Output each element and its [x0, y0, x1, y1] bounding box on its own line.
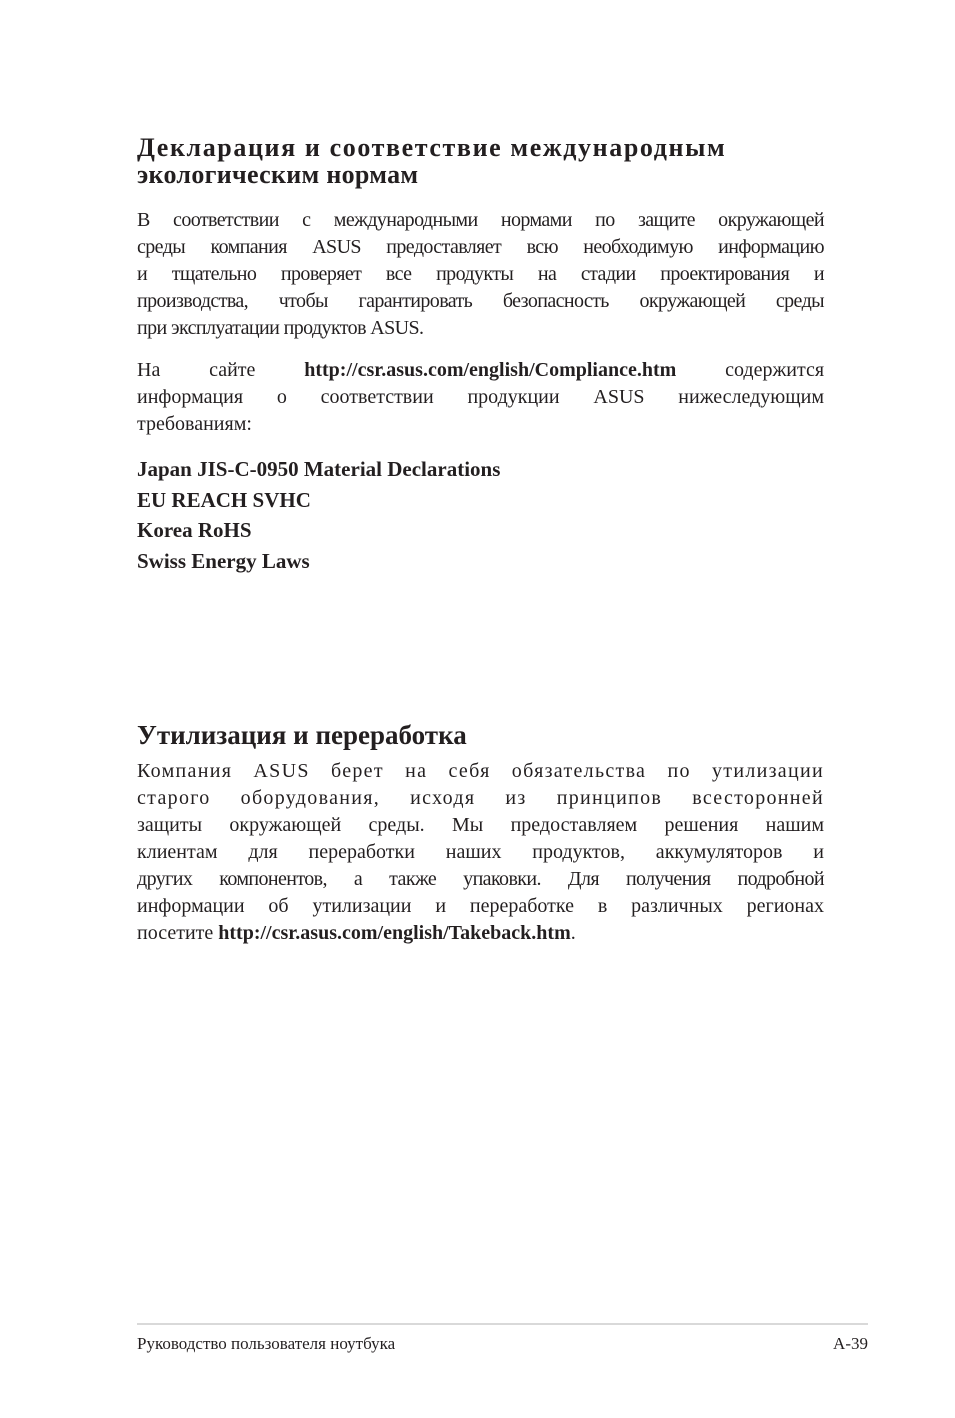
- text-line: [137, 920, 824, 947]
- text-line: В соответствии с международными нормами по защите окружающей: [137, 209, 824, 231]
- text: .: [570, 922, 576, 944]
- requirements-list: [137, 454, 824, 576]
- section-2-paragraph: [137, 758, 824, 947]
- text: На сайте: [137, 359, 256, 381]
- section-1-paragraph-2: [137, 357, 824, 438]
- text-line: Компания ASUS берет на себя обязательства по утилизации: [137, 760, 824, 782]
- takeback-link[interactable]: http://csr.asus.com/english/Takeback.htm: [218, 922, 571, 944]
- text-line: и тщательно проверяет все продукты на стадии проектирования и: [137, 263, 824, 285]
- list-item: Japan JIS-C-0950 Material Declarations: [137, 457, 501, 481]
- text-line: клиентам для переработки наших продуктов, аккумуляторов и: [137, 841, 824, 863]
- heading-line: Декларация и соответствие международным: [137, 133, 727, 162]
- page-number: A-39: [833, 1334, 868, 1353]
- text-line: защиты окружающей среды. Мы предоставляем решения нашим: [137, 814, 824, 836]
- footer-title: Руководство пользователя ноутбука: [137, 1334, 396, 1353]
- section-1-paragraph-1: [137, 207, 824, 342]
- list-item: EU REACH SVHC: [137, 487, 311, 512]
- list-item: Korea RoHS: [137, 518, 252, 542]
- section-1-heading: [137, 134, 824, 188]
- section-2-heading: Утилизация и переработка: [137, 720, 467, 750]
- heading-line: экологическим нормам: [137, 160, 419, 189]
- text: содержится: [725, 359, 825, 381]
- text-line: при эксплуатации продуктов ASUS.: [137, 317, 424, 339]
- text-line: среды компания ASUS предоставляет всю необходимую информацию: [137, 236, 824, 258]
- footer-divider: [137, 1323, 868, 1325]
- list-item: Swiss Energy Laws: [137, 548, 310, 573]
- text: посетите: [137, 922, 214, 944]
- text-line: других компонентов, а также упаковки. Для получения подробной: [137, 868, 824, 890]
- text-line: старого оборудования, исходя из принципов всесторонней: [137, 787, 824, 809]
- text-line: информация о соответствии продукции ASUS нижеследующим: [137, 386, 824, 408]
- compliance-link[interactable]: http://csr.asus.com/english/Compliance.htm: [304, 359, 677, 381]
- text-line: производства, чтобы гарантировать безопасность окружающей среды: [137, 290, 824, 312]
- text-line: требованиям:: [137, 413, 252, 435]
- text-line: [137, 357, 824, 384]
- text-line: информации об утилизации и переработке в различных регионах: [137, 895, 824, 917]
